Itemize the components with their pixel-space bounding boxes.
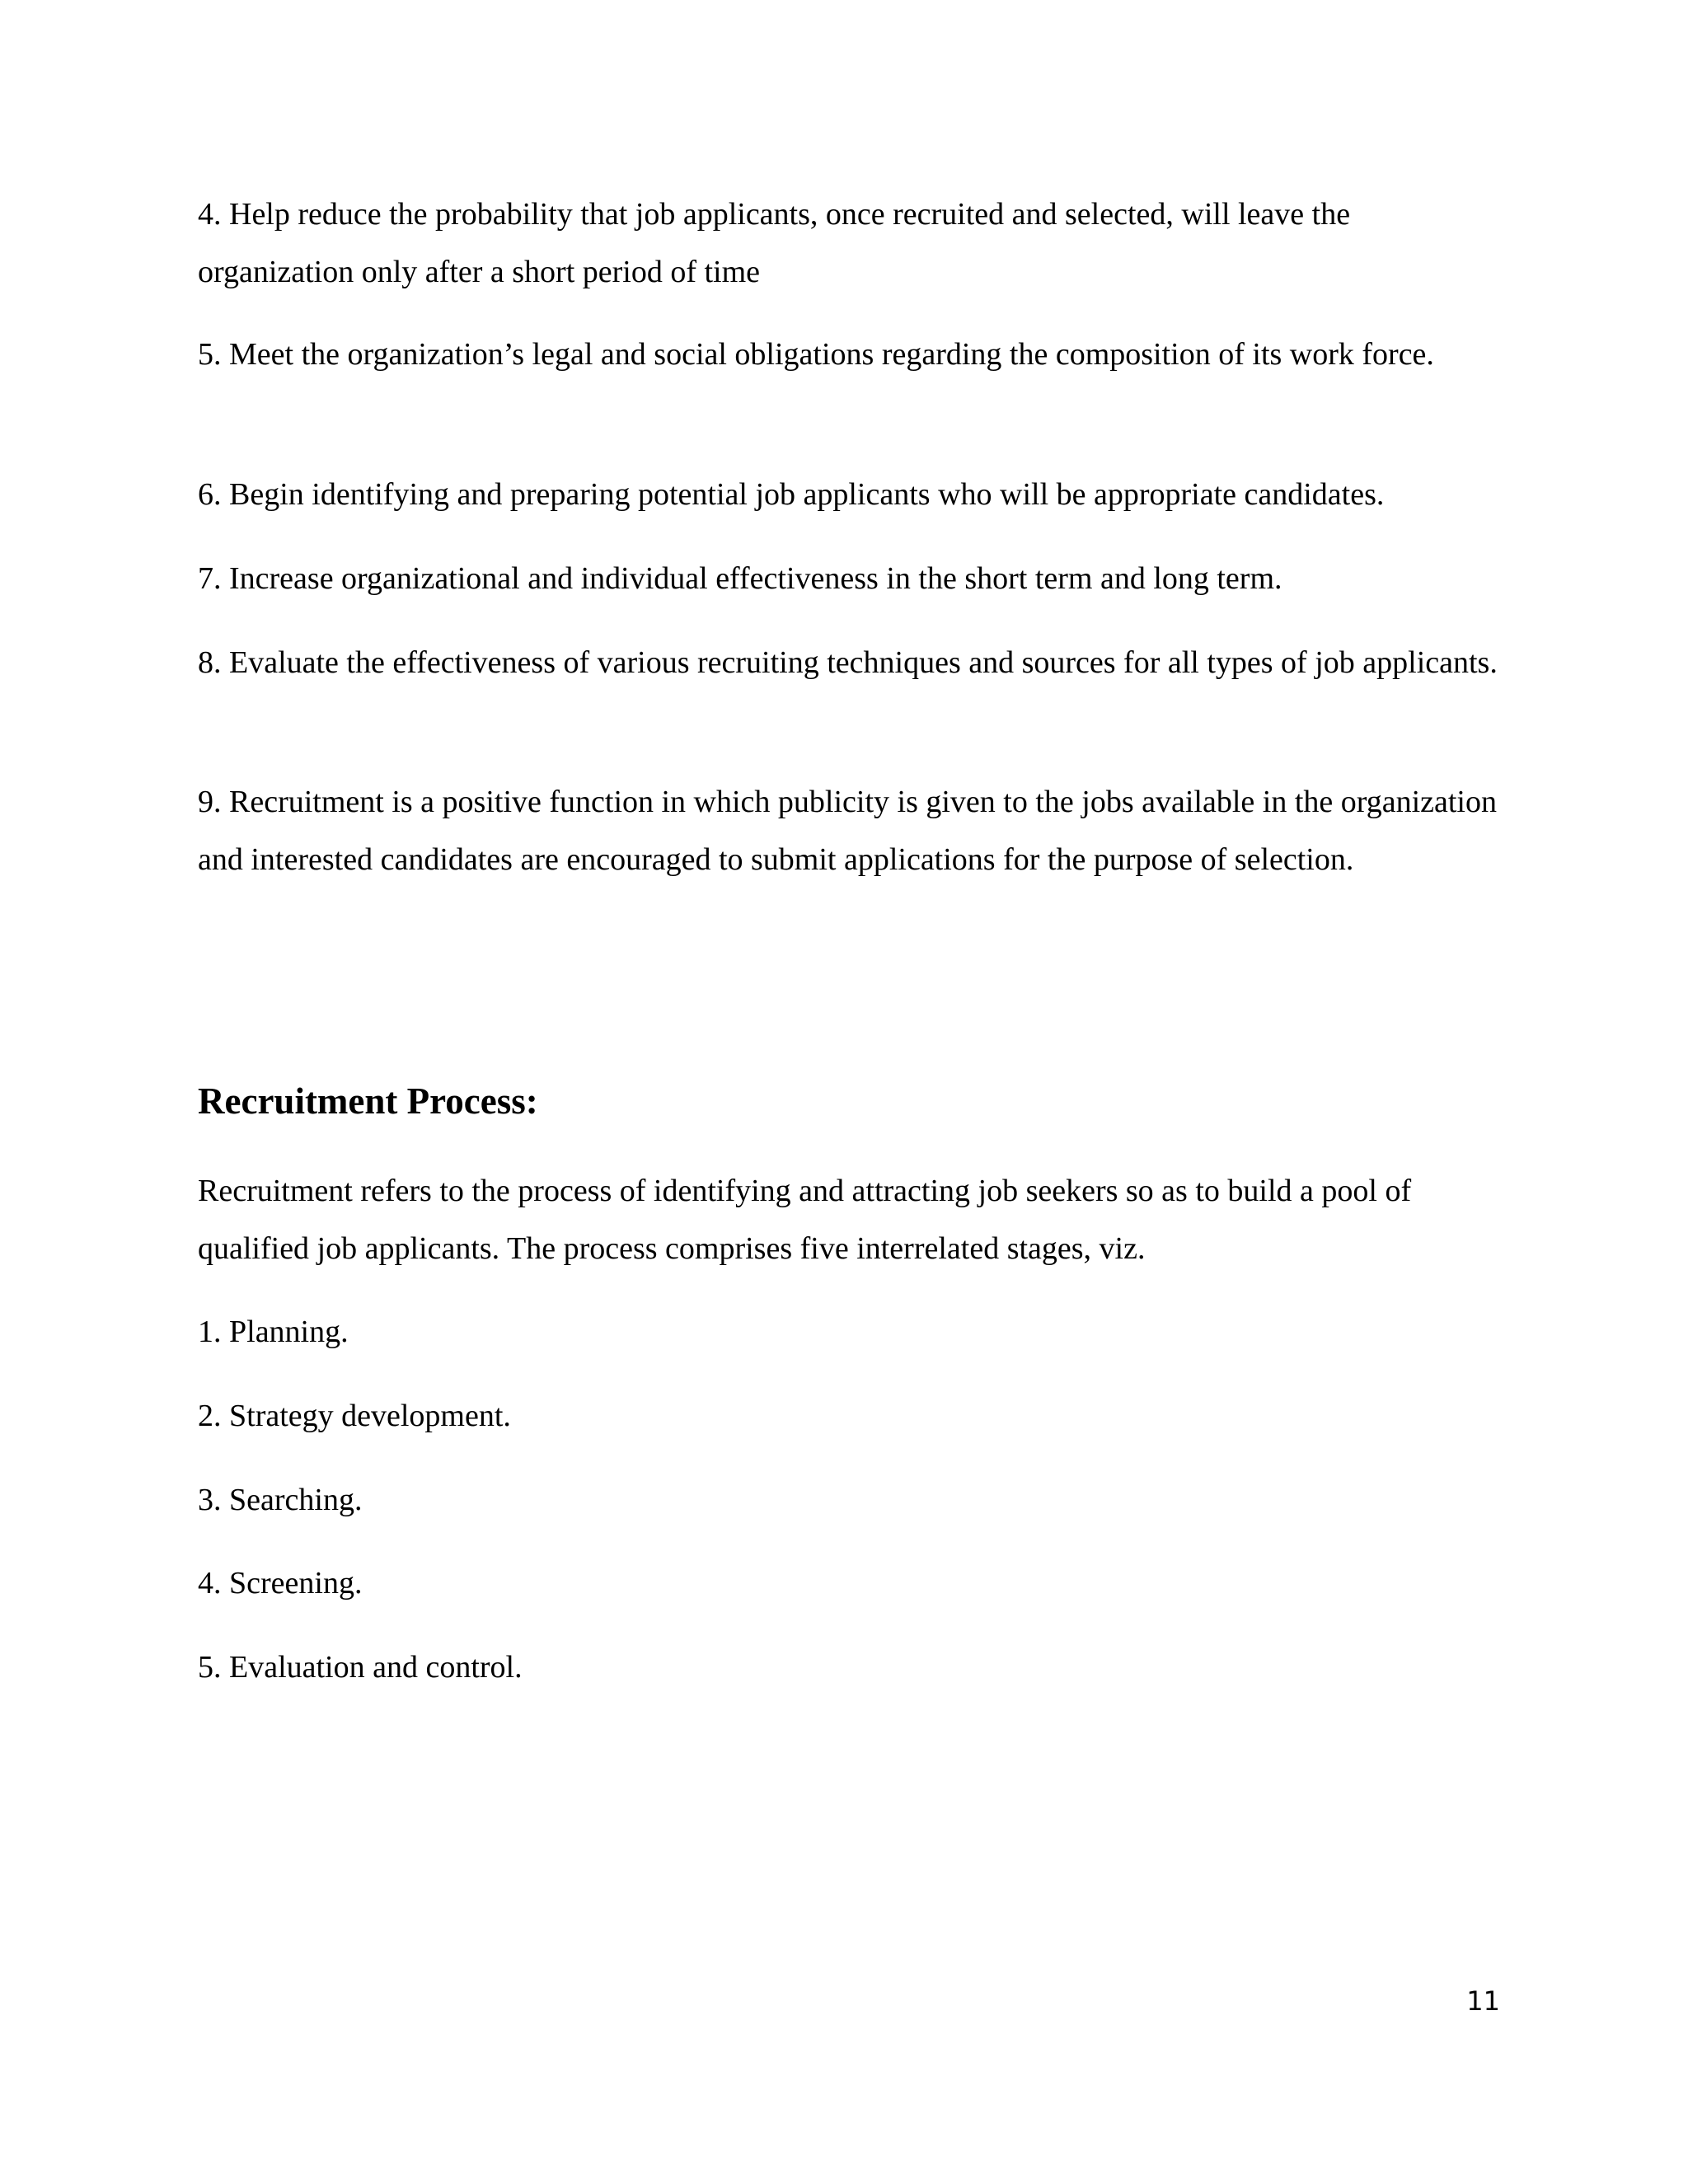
stage-item-4: 4. Screening. xyxy=(198,1566,363,1601)
list-item-7: 7. Increase organizational and individual effectiveness in the short term and long term. xyxy=(198,561,1282,596)
stage-item-2: 2. Strategy development. xyxy=(198,1399,511,1433)
intro-paragraph: Recruitment refers to the process of identifying and attracting job seekers so as to build a pool of qualified job applicants. The process comprises five interrelated stages, viz. xyxy=(198,1174,1412,1266)
list-item-5: 5. Meet the organization’s legal and social obligations regarding the composition of its work force. xyxy=(198,337,1434,372)
list-item-9: 9. Recruitment is a positive function in which publicity is given to the jobs available in the organization and interested candidates are encouraged to submit applications for the purpose of selection. xyxy=(198,785,1497,877)
stage-item-3: 3. Searching. xyxy=(198,1483,363,1517)
section-heading: Recruitment Process: xyxy=(198,1080,538,1122)
list-item-6: 6. Begin identifying and preparing potential job applicants who will be appropriate candidates. xyxy=(198,477,1385,512)
page-number: 11 xyxy=(1466,1985,1500,2017)
stage-item-1: 1. Planning. xyxy=(198,1315,349,1349)
list-item-8: 8. Evaluate the effectiveness of various recruiting techniques and sources for all types of job applicants. xyxy=(198,645,1498,680)
stage-item-5: 5. Evaluation and control. xyxy=(198,1650,523,1685)
list-item-4: 4. Help reduce the probability that job applicants, once recruited and selected, will leave the organization only after a short period of time xyxy=(198,197,1351,289)
